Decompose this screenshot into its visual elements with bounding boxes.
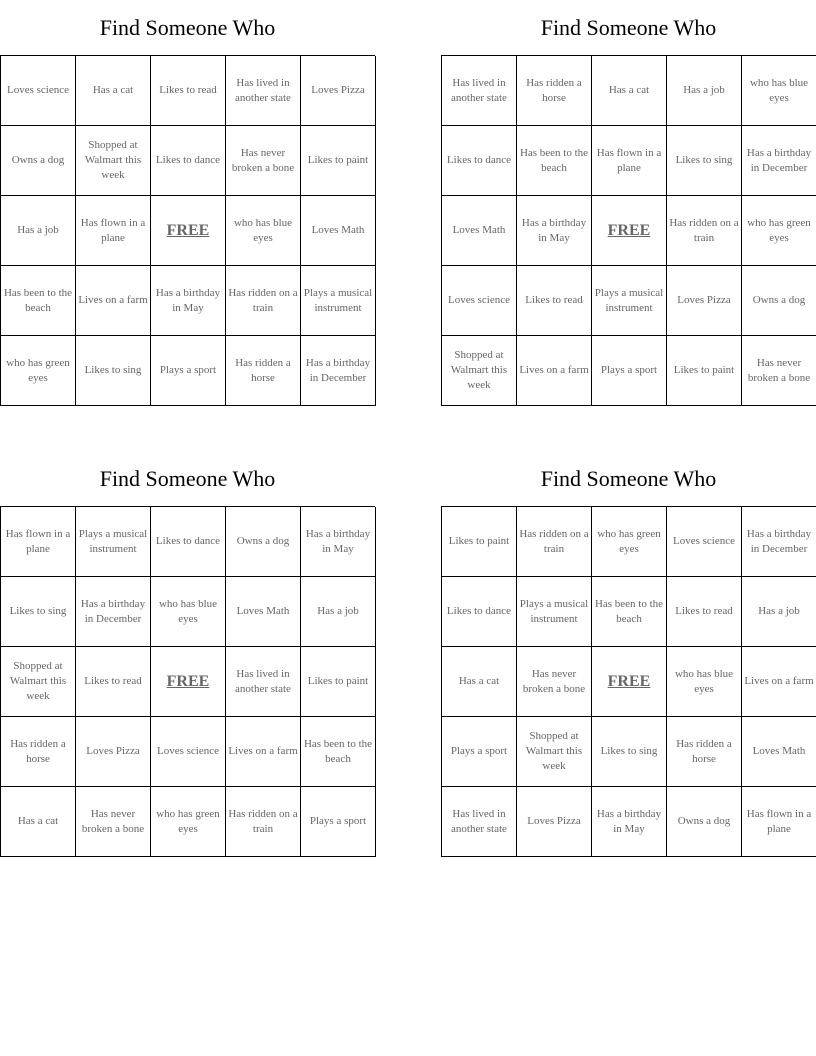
bingo-card bbox=[0, 0, 375, 406]
card-title: Find Someone Who bbox=[99, 465, 276, 491]
bingo-cell: Lives on a farm bbox=[517, 336, 592, 406]
bingo-cell: Likes to paint bbox=[667, 336, 742, 406]
bingo-cell: who has blue eyes bbox=[742, 56, 816, 126]
bingo-cell: Likes to read bbox=[667, 577, 742, 647]
bingo-cell: Loves Pizza bbox=[76, 717, 151, 787]
bingo-cell: who has green eyes bbox=[151, 787, 226, 857]
bingo-cell: Has a job bbox=[1, 196, 76, 266]
bingo-cell: who has blue eyes bbox=[151, 577, 226, 647]
bingo-cell: Loves Math bbox=[442, 196, 517, 266]
bingo-cell: Likes to sing bbox=[667, 126, 742, 196]
bingo-cell: Owns a dog bbox=[742, 266, 816, 336]
bingo-cell: who has green eyes bbox=[1, 336, 76, 406]
bingo-cell: Has a job bbox=[742, 577, 816, 647]
bingo-cell: Likes to paint bbox=[442, 507, 517, 577]
bingo-cell: Shopped at Walmart this week bbox=[1, 647, 76, 717]
bingo-cell: Likes to paint bbox=[301, 126, 376, 196]
bingo-cell: Likes to dance bbox=[151, 126, 226, 196]
bingo-cell: Has been to the beach bbox=[517, 126, 592, 196]
bingo-cell: Has ridden a horse bbox=[667, 717, 742, 787]
bingo-cell: Shopped at Walmart this week bbox=[442, 336, 517, 406]
free-space-cell: FREE bbox=[592, 647, 667, 717]
bingo-cell: who has green eyes bbox=[592, 507, 667, 577]
bingo-cell: Plays a sport bbox=[151, 336, 226, 406]
bingo-cell: Lives on a farm bbox=[226, 717, 301, 787]
bingo-cell: who has blue eyes bbox=[667, 647, 742, 717]
bingo-cell: Has a job bbox=[667, 56, 742, 126]
bingo-cell: Likes to dance bbox=[442, 126, 517, 196]
bingo-grid bbox=[0, 506, 375, 857]
bingo-cell: Has a cat bbox=[1, 787, 76, 857]
bingo-cell: Has a job bbox=[301, 577, 376, 647]
bingo-cell: Likes to sing bbox=[592, 717, 667, 787]
bingo-cell: Loves Math bbox=[301, 196, 376, 266]
bingo-cell: Lives on a farm bbox=[742, 647, 816, 717]
card-title: Find Someone Who bbox=[540, 14, 717, 40]
bingo-cell: Has a birthday in May bbox=[592, 787, 667, 857]
bingo-cell: Likes to read bbox=[151, 56, 226, 126]
bingo-cell: Loves science bbox=[442, 266, 517, 336]
bingo-cell: Plays a sport bbox=[592, 336, 667, 406]
bingo-grid bbox=[441, 55, 816, 406]
bingo-cell: Has never broken a bone bbox=[517, 647, 592, 717]
bingo-cell: Has lived in another state bbox=[226, 56, 301, 126]
bingo-cell: Loves Pizza bbox=[301, 56, 376, 126]
bingo-cell: Has ridden a horse bbox=[517, 56, 592, 126]
bingo-cell: Has lived in another state bbox=[226, 647, 301, 717]
bingo-cell: Loves Pizza bbox=[667, 266, 742, 336]
bingo-cell: Has a cat bbox=[442, 647, 517, 717]
bingo-cell: Likes to paint bbox=[301, 647, 376, 717]
free-space-cell: FREE bbox=[151, 647, 226, 717]
bingo-cell: Shopped at Walmart this week bbox=[517, 717, 592, 787]
free-space-cell: FREE bbox=[592, 196, 667, 266]
bingo-cell: Loves Math bbox=[742, 717, 816, 787]
bingo-cell: Has never broken a bone bbox=[76, 787, 151, 857]
bingo-cell: Has ridden on a train bbox=[226, 787, 301, 857]
bingo-cell: Has been to the beach bbox=[592, 577, 667, 647]
card-title: Find Someone Who bbox=[99, 14, 276, 40]
bingo-card bbox=[0, 451, 375, 857]
bingo-cell: Plays a sport bbox=[442, 717, 517, 787]
bingo-cell: Has a birthday in December bbox=[742, 126, 816, 196]
bingo-cell: Loves science bbox=[151, 717, 226, 787]
card-title: Find Someone Who bbox=[540, 465, 717, 491]
bingo-cell: Has ridden a horse bbox=[1, 717, 76, 787]
bingo-cell: Has flown in a plane bbox=[1, 507, 76, 577]
bingo-grid bbox=[0, 55, 375, 406]
bingo-cell: Has lived in another state bbox=[442, 787, 517, 857]
bingo-cell: Has a birthday in December bbox=[301, 336, 376, 406]
bingo-card bbox=[441, 451, 816, 857]
bingo-cell: Loves Pizza bbox=[517, 787, 592, 857]
bingo-cell: Likes to sing bbox=[76, 336, 151, 406]
bingo-cell: Plays a sport bbox=[301, 787, 376, 857]
bingo-cell: Loves science bbox=[667, 507, 742, 577]
bingo-cell: Has a birthday in December bbox=[742, 507, 816, 577]
bingo-cell: Has ridden on a train bbox=[667, 196, 742, 266]
bingo-cell: Likes to dance bbox=[151, 507, 226, 577]
bingo-cell: Has a birthday in May bbox=[301, 507, 376, 577]
bingo-cell: Plays a musical instrument bbox=[517, 577, 592, 647]
bingo-cell: Has never broken a bone bbox=[742, 336, 816, 406]
bingo-cell: Has been to the beach bbox=[301, 717, 376, 787]
bingo-cell: Has never broken a bone bbox=[226, 126, 301, 196]
bingo-cell: Owns a dog bbox=[667, 787, 742, 857]
bingo-cell: Has a cat bbox=[592, 56, 667, 126]
bingo-cell: Has a cat bbox=[76, 56, 151, 126]
bingo-cell: who has green eyes bbox=[742, 196, 816, 266]
bingo-cell: Plays a musical instrument bbox=[592, 266, 667, 336]
bingo-cell: Has been to the beach bbox=[1, 266, 76, 336]
bingo-cell: who has blue eyes bbox=[226, 196, 301, 266]
bingo-cell: Likes to read bbox=[517, 266, 592, 336]
bingo-cell: Has a birthday in December bbox=[76, 577, 151, 647]
bingo-cell: Likes to read bbox=[76, 647, 151, 717]
bingo-cell: Has a birthday in May bbox=[151, 266, 226, 336]
bingo-cell: Plays a musical instrument bbox=[76, 507, 151, 577]
bingo-card bbox=[441, 0, 816, 406]
bingo-cell: Has lived in another state bbox=[442, 56, 517, 126]
bingo-cell: Likes to sing bbox=[1, 577, 76, 647]
bingo-cell: Owns a dog bbox=[226, 507, 301, 577]
bingo-cell: Has a birthday in May bbox=[517, 196, 592, 266]
bingo-cell: Has ridden on a train bbox=[226, 266, 301, 336]
bingo-cell: Shopped at Walmart this week bbox=[76, 126, 151, 196]
bingo-cell: Has flown in a plane bbox=[592, 126, 667, 196]
bingo-cell: Owns a dog bbox=[1, 126, 76, 196]
bingo-grid bbox=[441, 506, 816, 857]
bingo-cell: Likes to dance bbox=[442, 577, 517, 647]
free-space-cell: FREE bbox=[151, 196, 226, 266]
bingo-cell: Plays a musical instrument bbox=[301, 266, 376, 336]
bingo-cell: Has flown in a plane bbox=[742, 787, 816, 857]
bingo-cell: Has ridden a horse bbox=[226, 336, 301, 406]
bingo-cell: Loves science bbox=[1, 56, 76, 126]
bingo-cell: Has flown in a plane bbox=[76, 196, 151, 266]
bingo-cell: Loves Math bbox=[226, 577, 301, 647]
bingo-cell: Lives on a farm bbox=[76, 266, 151, 336]
bingo-cell: Has ridden on a train bbox=[517, 507, 592, 577]
